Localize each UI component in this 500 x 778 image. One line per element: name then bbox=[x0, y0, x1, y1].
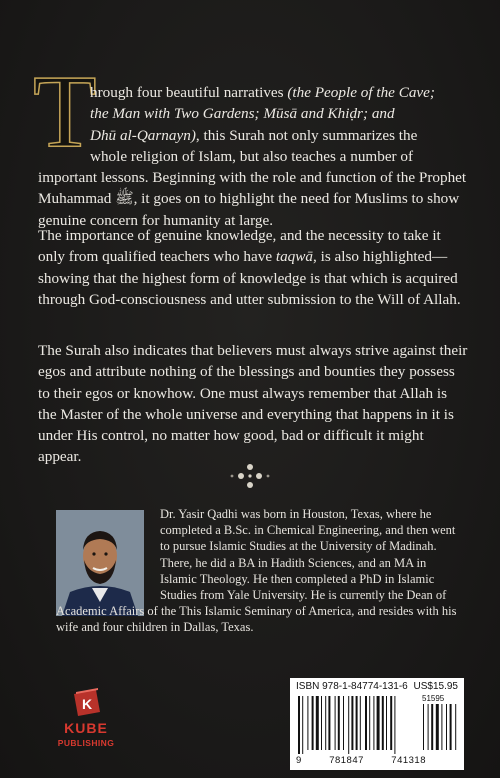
blurb-text: whole religion of Islam, but also teaches a number of bbox=[90, 147, 414, 165]
author-photo bbox=[56, 510, 144, 616]
publisher-brand: KUBE bbox=[64, 720, 108, 736]
barcode-digit-lead: 9 bbox=[296, 755, 302, 766]
barcode-icon bbox=[296, 696, 420, 754]
blurb-text: , this Surah not only summarizes the bbox=[195, 126, 418, 144]
blurb-italic: the Man with Two Gardens; Mūsā and Khiḍr; and bbox=[90, 105, 395, 123]
isbn-barcode bbox=[290, 678, 464, 770]
blurb-text: The importance of genuine knowledge, and the necessity to take it only from qualified teachers who have bbox=[38, 227, 441, 266]
drop-cap: T bbox=[33, 54, 97, 169]
blurb-text: important lessons. Beginning with the role and function of the Prophet Muhammad ﷺ, it goes on to highlight the need for Muslims to show genuine concern for humanity at large. bbox=[38, 169, 467, 229]
barcode-digits bbox=[296, 755, 426, 766]
price-code: 51595 bbox=[422, 694, 445, 703]
price: US$15.95 bbox=[413, 681, 458, 692]
publisher-logo bbox=[56, 686, 116, 756]
svg-text:K: K bbox=[82, 696, 93, 712]
blurb-paragraph-1 bbox=[38, 82, 468, 231]
isbn-line bbox=[296, 681, 458, 692]
ornament-divider-icon bbox=[228, 462, 272, 490]
author-bio-text: Academic Affairs of the This Islamic Seminary of America, and resides with his wife and four children in Dallas, Texas. bbox=[56, 604, 457, 635]
addon-barcode-icon bbox=[422, 704, 458, 754]
barcode-digits-left: 781847 bbox=[329, 755, 364, 766]
blurb-italic: Dhū al-Qarnayn) bbox=[90, 126, 196, 144]
blurb-text: hrough four beautiful narratives bbox=[90, 84, 288, 101]
author-bio bbox=[56, 506, 460, 636]
blurb-paragraph-2 bbox=[38, 225, 468, 310]
blurb-paragraph-3: The Surah also indicates that believers must always strive against their egos and attribute nothing of the blessings and bounties they possess to their egos or knowhow. One must always remember that Allah is the Master of the whole universe and everything that happens in it is under His control, no matter how good, bad or difficult it might appear. bbox=[38, 342, 468, 466]
isbn-number: ISBN 978-1-84774-131-6 bbox=[296, 681, 408, 692]
blurb-text: , is also highlighted—showing that the highest form of knowledge is that which is acquired through God-consciousness and utter submission to the Will of Allah. bbox=[38, 248, 461, 308]
publisher-sub: PUBLISHING bbox=[57, 738, 115, 748]
blurb-italic: taqwā bbox=[275, 248, 313, 266]
blurb-italic: (the People of the Cave; bbox=[287, 84, 435, 101]
author-bio-text: Dr. Yasir Qadhi was born in Houston, Texas, where he completed a B.Sc. in Chemical Engineering, and then went to pursue Islamic Studies at the University of Madinah. There, he did a BA in Hadith Sciences, and an MA in Islamic Theology. He then completed a PhD in Islamic Studies from Yale University. He is currently the Dean of bbox=[160, 507, 456, 603]
kube-logo-icon bbox=[66, 686, 106, 718]
barcode-digits-right: 741318 bbox=[391, 755, 426, 766]
